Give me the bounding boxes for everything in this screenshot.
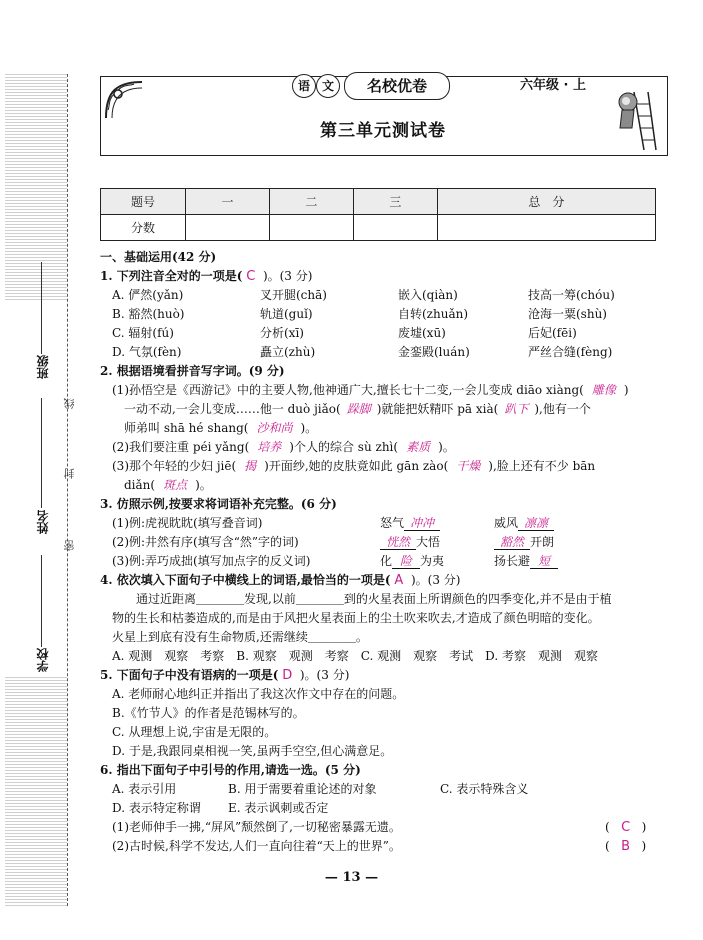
q3-stem: 3. 仿照示例,按要求将词语补充完整。(6 分)	[100, 497, 337, 511]
q1-stem: 1. 下列注音全对的一项是( C )。(3 分)	[100, 269, 313, 284]
q5-option-c: C. 从理想上说,宇宙是无限的。	[112, 725, 277, 739]
school-write-line	[41, 555, 42, 647]
q2-line-5: (3)那个年轻的少妇 jiē( 揭 )开面纱,她的皮肤竟如此 gān zào( 干燥 ),脸上还有不少 bān	[112, 459, 596, 473]
class-write-line	[41, 262, 42, 354]
q1-row-a: A. 俨然(yǎn) 叉开腿(chā) 嵌入(qiàn) 技高一筹(chóu)	[112, 288, 615, 302]
score-header-3: 三	[353, 189, 437, 215]
q5-option-a: A. 老师耐心地纠正并指出了我这次作文中存在的问题。	[112, 687, 405, 701]
page-number: — 13 —	[324, 870, 379, 885]
score-header-2: 二	[269, 189, 353, 215]
q4-options: A. 观测 观察 考察 B. 观察 观测 考察 C. 观测 观察 考试 D. 考察 观测 观察	[112, 649, 598, 663]
score-cell-total[interactable]	[437, 215, 655, 241]
subject-char-2: 文	[316, 74, 340, 98]
q1-row-d: D. 气氛(fèn) 矗立(zhù) 金銮殿(luán) 严丝合缝(fèng)	[112, 345, 613, 359]
q6-answer-1: C	[621, 820, 631, 835]
score-header-total: 总 分	[437, 189, 655, 215]
q2-line-6: diǎn( 斑点 )。	[124, 478, 212, 492]
subject-char-1: 语	[292, 74, 316, 98]
seal-char-line: 线	[63, 398, 76, 409]
binding-pattern-top	[5, 74, 67, 300]
score-cell-2[interactable]	[269, 215, 353, 241]
class-label: 班级	[36, 355, 50, 379]
score-cell-3[interactable]	[353, 215, 437, 241]
q3-row-3: (3)例:弄巧成拙(填写加点字的反义词) 化 险 为夷 扬长避 短	[100, 552, 660, 571]
question-content	[100, 248, 660, 856]
q6-options-1: A. 表示引用 B. 用于需要着重论述的对象 C. 表示特殊含义	[112, 782, 529, 796]
seal-char-feng: 封	[63, 468, 76, 479]
q6-sentence-2: (2)古时候,科学不发达,人们一直向往着“天上的世界”。 ( B )	[112, 839, 647, 854]
q6-sentence-1: (1)老师伸手一拂,“屏风”颓然倒了,一切秘密暴露无遗。 ( C )	[112, 820, 647, 835]
score-table	[100, 188, 656, 241]
q6-stem: 6. 指出下面句子中引号的作用,请选一选。(5 分)	[100, 763, 361, 777]
school-label: 学校	[36, 648, 50, 672]
binding-dashed-line	[67, 74, 68, 906]
q2-line-3: 师弟叫 shā hé shang( 沙和尚 )。	[124, 421, 318, 435]
name-write-line	[41, 398, 42, 508]
q2-line-1: (1)孙悟空是《西游记》中的主要人物,他神通广大,擅长七十二变,一会儿变成 diāo xiàng( 雕像 )	[112, 383, 629, 397]
score-header-label: 题号	[101, 189, 186, 215]
q2-line-4: (2)我们要注重 péi yǎng( 培养 )个人的综合 sù zhì( 素质 )。	[112, 440, 455, 454]
brand-title: 名校优卷	[344, 72, 450, 100]
q3-row-2: (2)例:井然有序(填写含“然”字的词) 恍然 大悟 豁然 开朗	[112, 535, 555, 549]
section-heading: 一、基础运用(42 分)	[100, 250, 217, 264]
q4-answer: A	[394, 573, 404, 588]
score-cell-1[interactable]	[186, 215, 270, 241]
seal-char-mi: 密	[63, 540, 76, 551]
q5-option-d: D. 于是,我跟同桌相视一笑,虽两手空空,但心满意足。	[112, 744, 393, 758]
grade-label: 六年级 · 上	[520, 78, 586, 93]
q1-answer: C	[246, 269, 256, 284]
q1-row-c: C. 辐射(fú) 分析(xī) 废墟(xū) 后妃(fēi)	[112, 326, 577, 340]
q5-stem: 5. 下面句子中没有语病的一项是( D )。(3 分)	[100, 668, 350, 683]
q2-line-2: 一动不动,一会儿变成……他一 duò jiǎo( 跺脚 )就能把妖精吓 pā xià( 趴下 ),他有一个	[124, 402, 591, 416]
q6-options-2: D. 表示特定称谓 E. 表示讽刺或否定	[112, 801, 329, 815]
score-row-label: 分数	[101, 215, 186, 241]
monkey-ladder-icon	[614, 88, 658, 152]
test-title: 第三单元测试卷	[320, 121, 446, 141]
q5-answer: D	[282, 668, 293, 683]
q2-stem: 2. 根据语境看拼音写字词。(9 分)	[100, 364, 285, 378]
q5-option-b: B.《竹节人》的作者是范锡林写的。	[112, 706, 305, 720]
score-header-1: 一	[186, 189, 270, 215]
ornament-corner-icon	[104, 80, 144, 120]
name-label: 姓名	[36, 510, 50, 534]
q4-passage-3: 火星上到底有没有生命物质,还需继续＿＿＿＿。	[112, 630, 368, 644]
q4-stem: 4. 依次填入下面句子中横线上的词语,最恰当的一项是( A )。(3 分)	[100, 573, 461, 588]
q4-passage-1: 通过近距离＿＿＿＿发现,以前＿＿＿＿到的火星表面上所谓颜色的四季变化,并不是由于植	[136, 592, 612, 606]
q3-row-1: (1)例:虎视眈眈(填写叠音词) 怒气 冲冲 威风 凛凛	[100, 514, 660, 533]
q1-row-b: B. 豁然(huò) 轨道(guǐ) 自转(zhuǎn) 沧海一粟(shù)	[112, 307, 607, 321]
q6-answer-2: B	[621, 839, 631, 854]
q4-passage-2: 物的生长和枯萎造成的,而是由于风把火星表面上的尘土吹来吹去,才造成了颜色明暗的变化。	[112, 611, 600, 625]
